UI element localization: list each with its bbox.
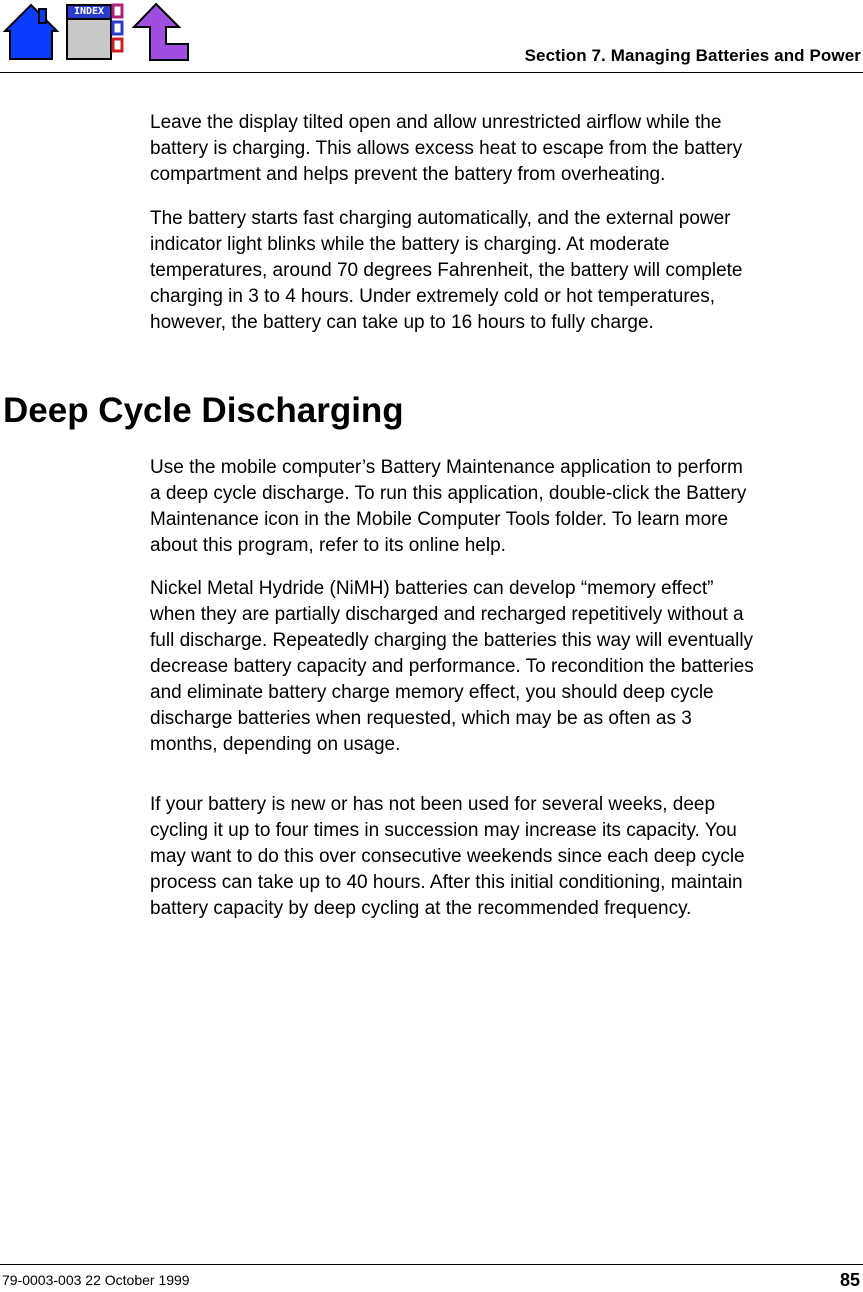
deep-cycle-paragraph-2: Nickel Metal Hydride (NiMH) batteries can develop “memory effect” when they are partially discharged and recharged repetitively without a full discharge. Repeatedly charging the batteries this way will eventually decrease battery capacity and performance. To recondition the batteries and eliminate battery charge memory effect, you should deep cycle discharge batteries when requested, which may be as often as 3 months, depending on usage. (150, 578, 754, 755)
intro-paragraph-2: The battery starts fast charging automatically, and the external power indicator light blinks while the battery is charging. At moderate temperatures, around 70 degrees Fahrenheit, the battery will complete charging in 3 to 4 hours. Under extremely cold or hot temperatures, however, the battery can take up to 16 hours to fully charge. (150, 208, 743, 333)
document-info: 79-0003-003 22 October 1999 (2, 1272, 190, 1288)
section-heading: Deep Cycle Discharging (3, 391, 404, 430)
deep-cycle-paragraph-3: If your battery is new or has not been used for several weeks, deep cycling it up to four times in succession may increase its capacity. You may want to do this over consecutive weekends since each deep cycle process can take up to 40 hours. After this initial conditioning, maintain battery capacity by deep cycling at the recommended frequency. (150, 794, 745, 919)
section-title: Section 7. Managing Batteries and Power (524, 46, 861, 65)
deep-cycle-paragraph-1: Use the mobile computer’s Battery Maintenance application to perform a deep cycle discharge. To run this application, double-click the Battery Maintenance icon in the Mobile Computer Tools folder. To learn more about this program, refer to its online help. (150, 457, 747, 556)
index-icon[interactable] (64, 2, 126, 62)
back-arrow-icon[interactable] (131, 2, 191, 62)
header-divider (0, 72, 863, 73)
footer-divider (0, 1264, 863, 1265)
index-label: INDEX (73, 6, 105, 17)
page-number: 85 (839, 1270, 860, 1290)
intro-paragraph-1: Leave the display tilted open and allow unrestricted airflow while the battery is charging. This allows excess heat to escape from the battery compartment and helps prevent the battery from overheating. (150, 112, 743, 185)
home-icon[interactable] (3, 2, 59, 62)
